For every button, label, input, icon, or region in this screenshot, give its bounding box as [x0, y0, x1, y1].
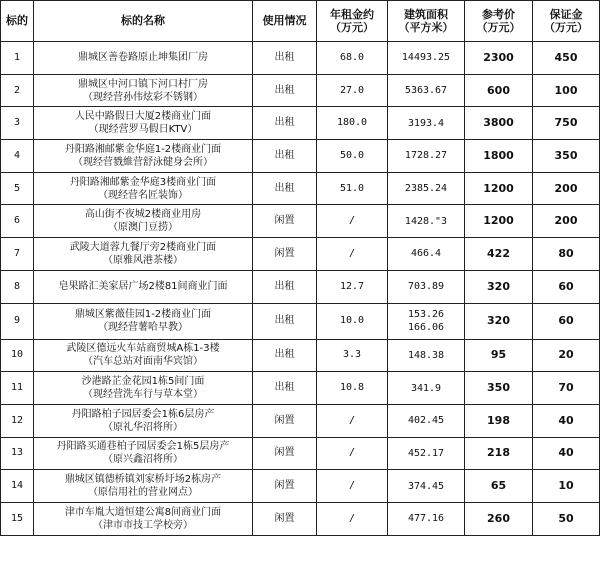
status-cell: 出租 — [253, 42, 317, 75]
area-cell — [388, 372, 465, 405]
lot-name: 人民中路假日大厦2楼商业门面 — [74, 111, 212, 123]
rent-cell: 27.0 — [317, 74, 388, 107]
lot-number-cell: 13 — [1, 437, 34, 470]
price-cell: 1800 — [465, 140, 533, 173]
lot-note: （现经营戮維营舒泳健身会所） — [73, 156, 213, 168]
price-cell: 260 — [465, 502, 533, 535]
area-cell — [388, 107, 465, 140]
rent-cell: / — [317, 502, 388, 535]
lot-number-cell: 11 — [1, 372, 34, 405]
lot-name: 丹阳路湘邮紫金华庭1-2楼商业门面 — [64, 143, 222, 155]
area-value: 166.06 — [407, 322, 445, 333]
price-cell: 320 — [465, 270, 533, 303]
status-cell: 出租 — [253, 339, 317, 372]
price-cell: 1200 — [465, 172, 533, 205]
lot-name: 皂果路汇美家居广场2楼81间商业门面 — [58, 281, 228, 293]
rent-cell: 12.7 — [317, 270, 388, 303]
rent-cell: 10.0 — [317, 303, 388, 339]
area-value: 2385.24 — [404, 183, 448, 195]
lot-number-cell: 8 — [1, 270, 34, 303]
lot-name: 丹阳路柏子园居委会1栋6层房产 — [71, 408, 215, 420]
status-cell: 出租 — [253, 303, 317, 339]
area-value: 5363.67 — [404, 85, 448, 97]
area-cell — [388, 172, 465, 205]
header-cell: 使用情况 — [253, 1, 317, 42]
lot-note: （汽车总站对面南华宾馆） — [83, 356, 203, 368]
lot-name-cell — [34, 502, 253, 535]
rent-cell: / — [317, 238, 388, 271]
table-row — [1, 42, 600, 75]
table-row — [1, 303, 600, 339]
lot-note: （现经营罗马假日KTV） — [88, 124, 198, 136]
lot-number-cell: 5 — [1, 172, 34, 205]
lot-name: 鼎城区善卷路原止坤集团厂房 — [78, 52, 208, 64]
lot-number-cell: 15 — [1, 502, 34, 535]
rent-cell: / — [317, 437, 388, 470]
status-cell: 闲置 — [253, 502, 317, 535]
rent-cell: 10.8 — [317, 372, 388, 405]
lot-name: 鼎城区中河口镇下河口村厂房 — [78, 78, 208, 90]
status-cell: 出租 — [253, 107, 317, 140]
area-value: 477.16 — [407, 513, 445, 525]
lot-number-cell: 10 — [1, 339, 34, 372]
price-cell: 2300 — [465, 42, 533, 75]
lot-name-cell — [34, 270, 253, 303]
area-cell — [388, 470, 465, 503]
table-row — [1, 172, 600, 205]
table-body — [1, 42, 600, 536]
area-value: 1428."3 — [404, 215, 448, 227]
lot-name-cell — [34, 437, 253, 470]
area-cell — [388, 42, 465, 75]
price-cell: 600 — [465, 74, 533, 107]
area-cell — [388, 74, 465, 107]
area-value: 466.4 — [410, 248, 442, 260]
lot-note: （现经营孙伟炫彩不锈钢） — [83, 91, 203, 103]
lot-number-cell: 3 — [1, 107, 34, 140]
price-cell: 422 — [465, 238, 533, 271]
rent-cell: 68.0 — [317, 42, 388, 75]
status-cell: 出租 — [253, 74, 317, 107]
table-row — [1, 502, 600, 535]
lot-name-cell — [34, 74, 253, 107]
header-cell: 标的名称 — [34, 1, 253, 42]
area-cell — [388, 238, 465, 271]
status-cell: 出租 — [253, 372, 317, 405]
lot-note: （现经营洗车行与草本堂） — [83, 389, 203, 401]
deposit-cell: 80 — [533, 238, 600, 271]
rent-cell: 51.0 — [317, 172, 388, 205]
price-cell: 65 — [465, 470, 533, 503]
area-value: 374.45 — [407, 480, 445, 492]
area-cell — [388, 502, 465, 535]
deposit-cell: 40 — [533, 437, 600, 470]
status-cell: 闲置 — [253, 404, 317, 437]
rent-cell: / — [317, 404, 388, 437]
table-row — [1, 339, 600, 372]
deposit-cell: 60 — [533, 303, 600, 339]
deposit-cell: 20 — [533, 339, 600, 372]
table-row — [1, 238, 600, 271]
lot-name: 丹阳路湘邮紫金华庭3楼商业门面 — [69, 176, 217, 188]
lot-name-cell — [34, 339, 253, 372]
lot-name-cell — [34, 303, 253, 339]
price-cell: 3800 — [465, 107, 533, 140]
lot-number-cell: 14 — [1, 470, 34, 503]
lot-name-cell — [34, 470, 253, 503]
lot-name: 沙港路芷金花园1栋5间门面 — [81, 376, 205, 388]
area-cell — [388, 339, 465, 372]
area-value: 402.45 — [407, 415, 445, 427]
deposit-cell: 450 — [533, 42, 600, 75]
lot-name: 武陵大道蓉九餐厅旁2楼商业门面 — [69, 241, 217, 253]
deposit-cell: 200 — [533, 172, 600, 205]
lot-number-cell: 12 — [1, 404, 34, 437]
area-cell — [388, 140, 465, 173]
area-value: 703.89 — [407, 281, 445, 293]
lot-name-cell — [34, 238, 253, 271]
header-cell: 标的 — [1, 1, 34, 42]
lot-name: 鼎城区紫薇佳园1-2楼商业门面 — [74, 309, 212, 320]
header-cell: 建筑面积 （平方米） — [388, 1, 465, 42]
area-value: 1728.27 — [404, 150, 448, 162]
lot-note: （原雅风港茶楼） — [103, 254, 183, 266]
lot-name-cell — [34, 404, 253, 437]
lot-name: 丹阳路买通巷柏子园居委会1栋5层房产 — [56, 441, 230, 453]
lot-name-cell — [34, 107, 253, 140]
area-value: 148.38 — [407, 349, 445, 361]
deposit-cell: 40 — [533, 404, 600, 437]
table-row — [1, 107, 600, 140]
header-cell: 参考价 （万元） — [465, 1, 533, 42]
area-cell — [388, 437, 465, 470]
deposit-cell: 750 — [533, 107, 600, 140]
price-cell: 350 — [465, 372, 533, 405]
lot-name-cell — [34, 140, 253, 173]
lot-number-cell: 9 — [1, 303, 34, 339]
lot-name-cell — [34, 205, 253, 238]
lot-number-cell: 4 — [1, 140, 34, 173]
area-cell — [388, 270, 465, 303]
area-value: 153.26 — [407, 309, 445, 320]
status-cell: 闲置 — [253, 238, 317, 271]
table-row — [1, 74, 600, 107]
lot-name: 武陵区德远火车站商贸城A栋1-3楼 — [66, 343, 220, 355]
lot-note: （原兴鑫沼将所） — [103, 454, 183, 466]
status-cell: 闲置 — [253, 470, 317, 503]
deposit-cell: 350 — [533, 140, 600, 173]
status-cell: 出租 — [253, 270, 317, 303]
lot-note: （现经营薯哈早教） — [98, 322, 188, 333]
status-cell: 闲置 — [253, 437, 317, 470]
deposit-cell: 100 — [533, 74, 600, 107]
table-row — [1, 140, 600, 173]
area-cell — [388, 205, 465, 238]
lot-number-cell: 7 — [1, 238, 34, 271]
lot-note: （原澳门豆捞） — [108, 222, 178, 234]
status-cell: 闲置 — [253, 205, 317, 238]
deposit-cell: 70 — [533, 372, 600, 405]
deposit-cell: 60 — [533, 270, 600, 303]
deposit-cell: 50 — [533, 502, 600, 535]
deposit-cell: 200 — [533, 205, 600, 238]
lot-note: （现经营名匠装饰） — [98, 189, 188, 201]
price-cell: 198 — [465, 404, 533, 437]
lot-name: 鼎城区镇德桥镇刘家桥圩场2栋房产 — [64, 474, 222, 486]
price-cell: 95 — [465, 339, 533, 372]
area-cell — [388, 303, 465, 339]
status-cell: 出租 — [253, 172, 317, 205]
lot-name: 津市车胤大道恒建公寓8间商业门面 — [64, 506, 222, 518]
lot-note: （津市市技工学校旁） — [93, 519, 193, 531]
header-cell: 保证金 （万元） — [533, 1, 600, 42]
table-row — [1, 372, 600, 405]
lot-name-cell — [34, 372, 253, 405]
area-value: 3193.4 — [407, 117, 445, 129]
price-cell: 320 — [465, 303, 533, 339]
deposit-cell: 10 — [533, 470, 600, 503]
header-cell: 年租金约 （万元） — [317, 1, 388, 42]
area-value: 452.17 — [407, 447, 445, 459]
table-row — [1, 270, 600, 303]
lot-name-cell — [34, 172, 253, 205]
rent-cell: / — [317, 470, 388, 503]
lot-note: （原礼华沼将所） — [103, 421, 183, 433]
price-cell: 1200 — [465, 205, 533, 238]
rent-cell: 3.3 — [317, 339, 388, 372]
table-row — [1, 404, 600, 437]
table-row — [1, 470, 600, 503]
table-row — [1, 205, 600, 238]
area-cell — [388, 404, 465, 437]
lot-note: （原信用社的营业网点） — [88, 487, 198, 499]
lot-name-cell — [34, 42, 253, 75]
rent-cell: 50.0 — [317, 140, 388, 173]
table-row — [1, 437, 600, 470]
status-cell: 出租 — [253, 140, 317, 173]
lot-name: 高山街不夜城2楼商业用房 — [84, 209, 202, 221]
area-value: 341.9 — [410, 382, 442, 394]
table-header — [1, 1, 600, 42]
lot-number-cell: 2 — [1, 74, 34, 107]
rent-cell: / — [317, 205, 388, 238]
rent-cell: 180.0 — [317, 107, 388, 140]
lot-number-cell: 1 — [1, 42, 34, 75]
price-cell: 218 — [465, 437, 533, 470]
area-value: 14493.25 — [401, 52, 451, 64]
lot-number-cell: 6 — [1, 205, 34, 238]
